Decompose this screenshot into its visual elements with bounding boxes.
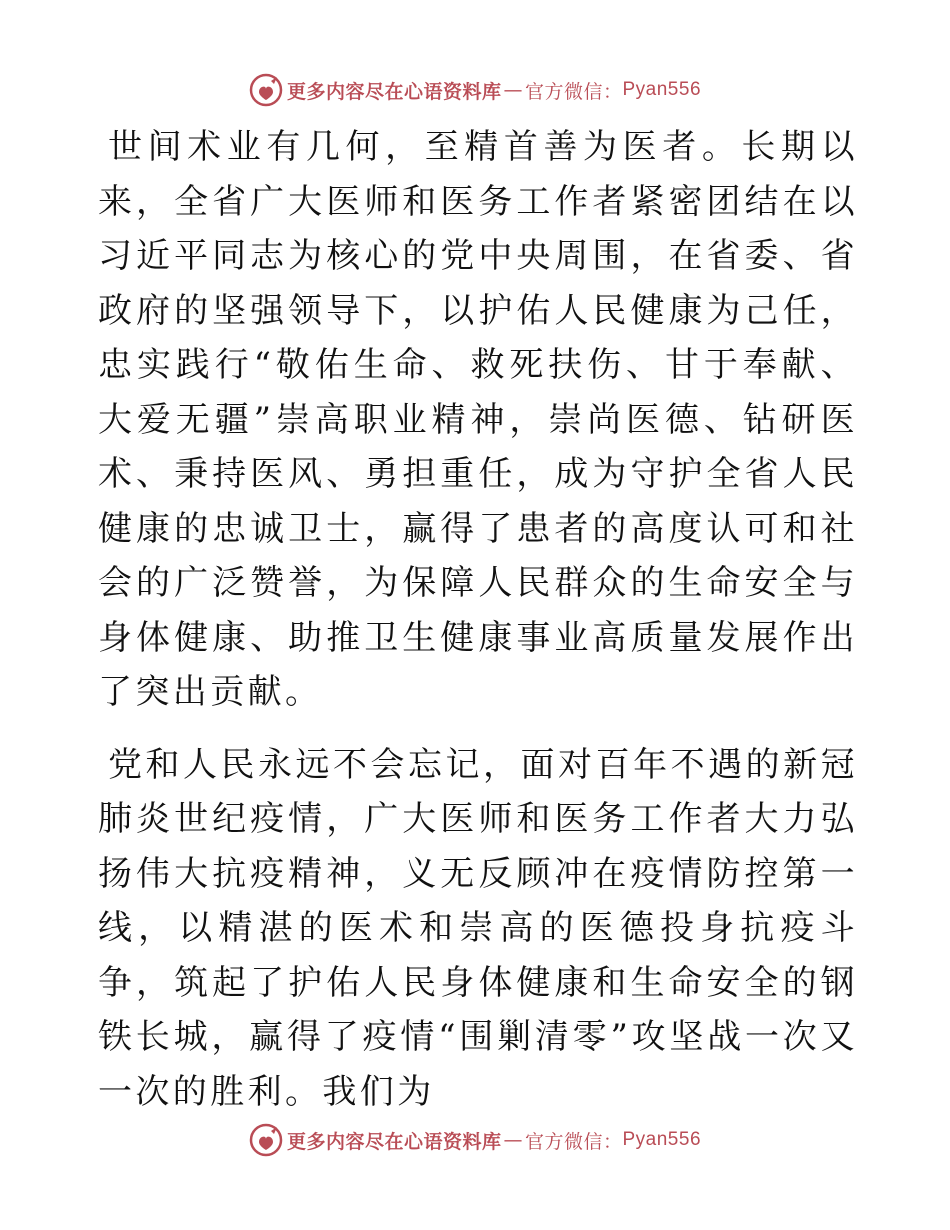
watermark-main-text: 更多内容尽在心语资料库 (286, 80, 502, 103)
paragraph-1: 世间术业有几何，至精首善为医者。长期以来，全省广大医师和医务工作者紧密团结在以习近平同志为核心的党中央周围，在省委、省政府的坚强领导下，以护佑人民健康为己任，忠实践行“敬佑生命、救死扶伤、甘于奉献、大爱无疆”崇高职业精神，崇尚医德、钻研医术、秉持医风、勇担重任，成为守护全省人民健康的忠诚卫士，赢得了患者的高度认可和社会的广泛赞誉，为保障人民群众的生命安全与身体健康、助推卫生健康事业高质量发展作出了突出贡献。 (98, 127, 858, 712)
paragraph-2: 党和人民永远不会忘记，面对百年不遇的新冠肺炎世纪疫情，广大医师和医务工作者大力弘扬伟大抗疫精神，义无反顾冲在疫情防控第一线，以精湛的医术和崇高的医德投身抗疫斗争，筑起了护佑人民身体健康和生命安全的钢铁长城，赢得了疫情“围剿清零”攻坚战一次又一次的胜利。我们为 (98, 744, 858, 1112)
watermark-main-text: 更多内容尽在心语资料库 (286, 1130, 502, 1153)
watermark-wechat-id: Pyan556 (622, 1129, 702, 1150)
watermark-separator: — (503, 79, 523, 101)
document-body (98, 120, 858, 1119)
watermark-official-label: 官方微信： (524, 80, 623, 103)
heart-quill-logo-icon (249, 73, 283, 107)
header-watermark (0, 70, 950, 110)
footer-watermark (0, 1120, 950, 1160)
heart-quill-logo-icon (249, 1123, 283, 1157)
watermark-wechat-id: Pyan556 (622, 79, 702, 100)
watermark-official-label: 官方微信： (524, 1130, 623, 1153)
watermark-separator: — (503, 1129, 523, 1151)
